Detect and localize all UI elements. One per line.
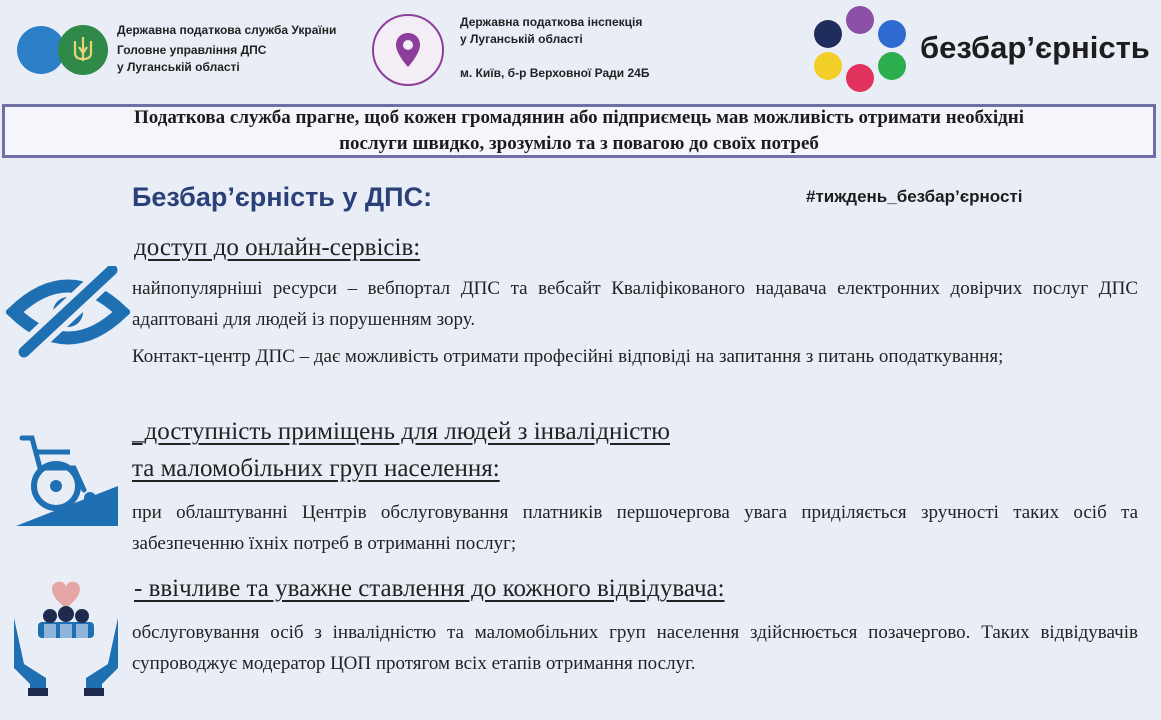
eye-off-icon (6, 266, 130, 358)
org2-line1: Державна податкова інспекція (460, 15, 643, 29)
mission-banner (2, 104, 1156, 158)
banner-line2: послуги швидко, зрозуміло та з повагою до своїх потреб (339, 133, 819, 154)
org2-line2: у Луганській області (460, 32, 583, 46)
location-pin-icon (395, 32, 421, 68)
wheelchair-ramp-icon (14, 428, 120, 528)
colored-dots-logo (812, 6, 912, 94)
section2-heading-line1: _доступність приміщень для людей з інвалідністю (132, 418, 670, 445)
section1-text1: найпопулярніші ресурси – вебпортал ДПС та вебсайт Кваліфікованого надавача електронних довірчих послуг ДПС адаптовані для людей із порушенням зору. (132, 278, 1138, 330)
org2-address: м. Київ, б-р Верховної Ради 24Б (460, 66, 650, 80)
care-hands-icon (10, 578, 122, 696)
section3-text: обслуговування осіб з інвалідністю та маломобільних груп населення здійснюється позачергово. Таких відвідувачів супроводжує модератор ЦОП протягом всіх етапів отримання послуг. (132, 622, 1138, 674)
section3-heading: - ввічливе та уважне ставлення до кожного відвідувача: (134, 575, 725, 602)
trident-icon (71, 35, 95, 65)
section2-text: при облаштуванні Центрів обслуговування платників першочергова увага приділяється зручності таких осіб та забезпеченню їхніх потреб в отриманні послуг; (132, 502, 1138, 554)
org2-block (460, 14, 649, 82)
hashtag: #тиждень_безбар’єрності (806, 187, 1023, 206)
brand-name: безбар’єрність (920, 30, 1150, 65)
section2-heading-line2: та маломобільних груп населення: (132, 455, 500, 482)
trident-emblem (58, 25, 108, 75)
page-title: Безбар’єрність у ДПС: (132, 182, 433, 212)
banner-line1: Податкова служба прагне, щоб кожен громадянин або підприємець мав можливість отримати необхідні (134, 107, 1024, 128)
section1-text2: Контакт-центр ДПС – дає можливість отримати професійні відповіді на запитання з питань оподаткування; (132, 346, 1004, 367)
org1-line3: у Луганській області (117, 60, 240, 74)
org1-block (117, 22, 336, 76)
org1-line2: Головне управління ДПС (117, 43, 267, 57)
location-badge (372, 14, 444, 86)
section1-heading: доступ до онлайн-сервісів: (134, 234, 421, 261)
org1-line1: Державна податкова служба України (117, 23, 337, 37)
